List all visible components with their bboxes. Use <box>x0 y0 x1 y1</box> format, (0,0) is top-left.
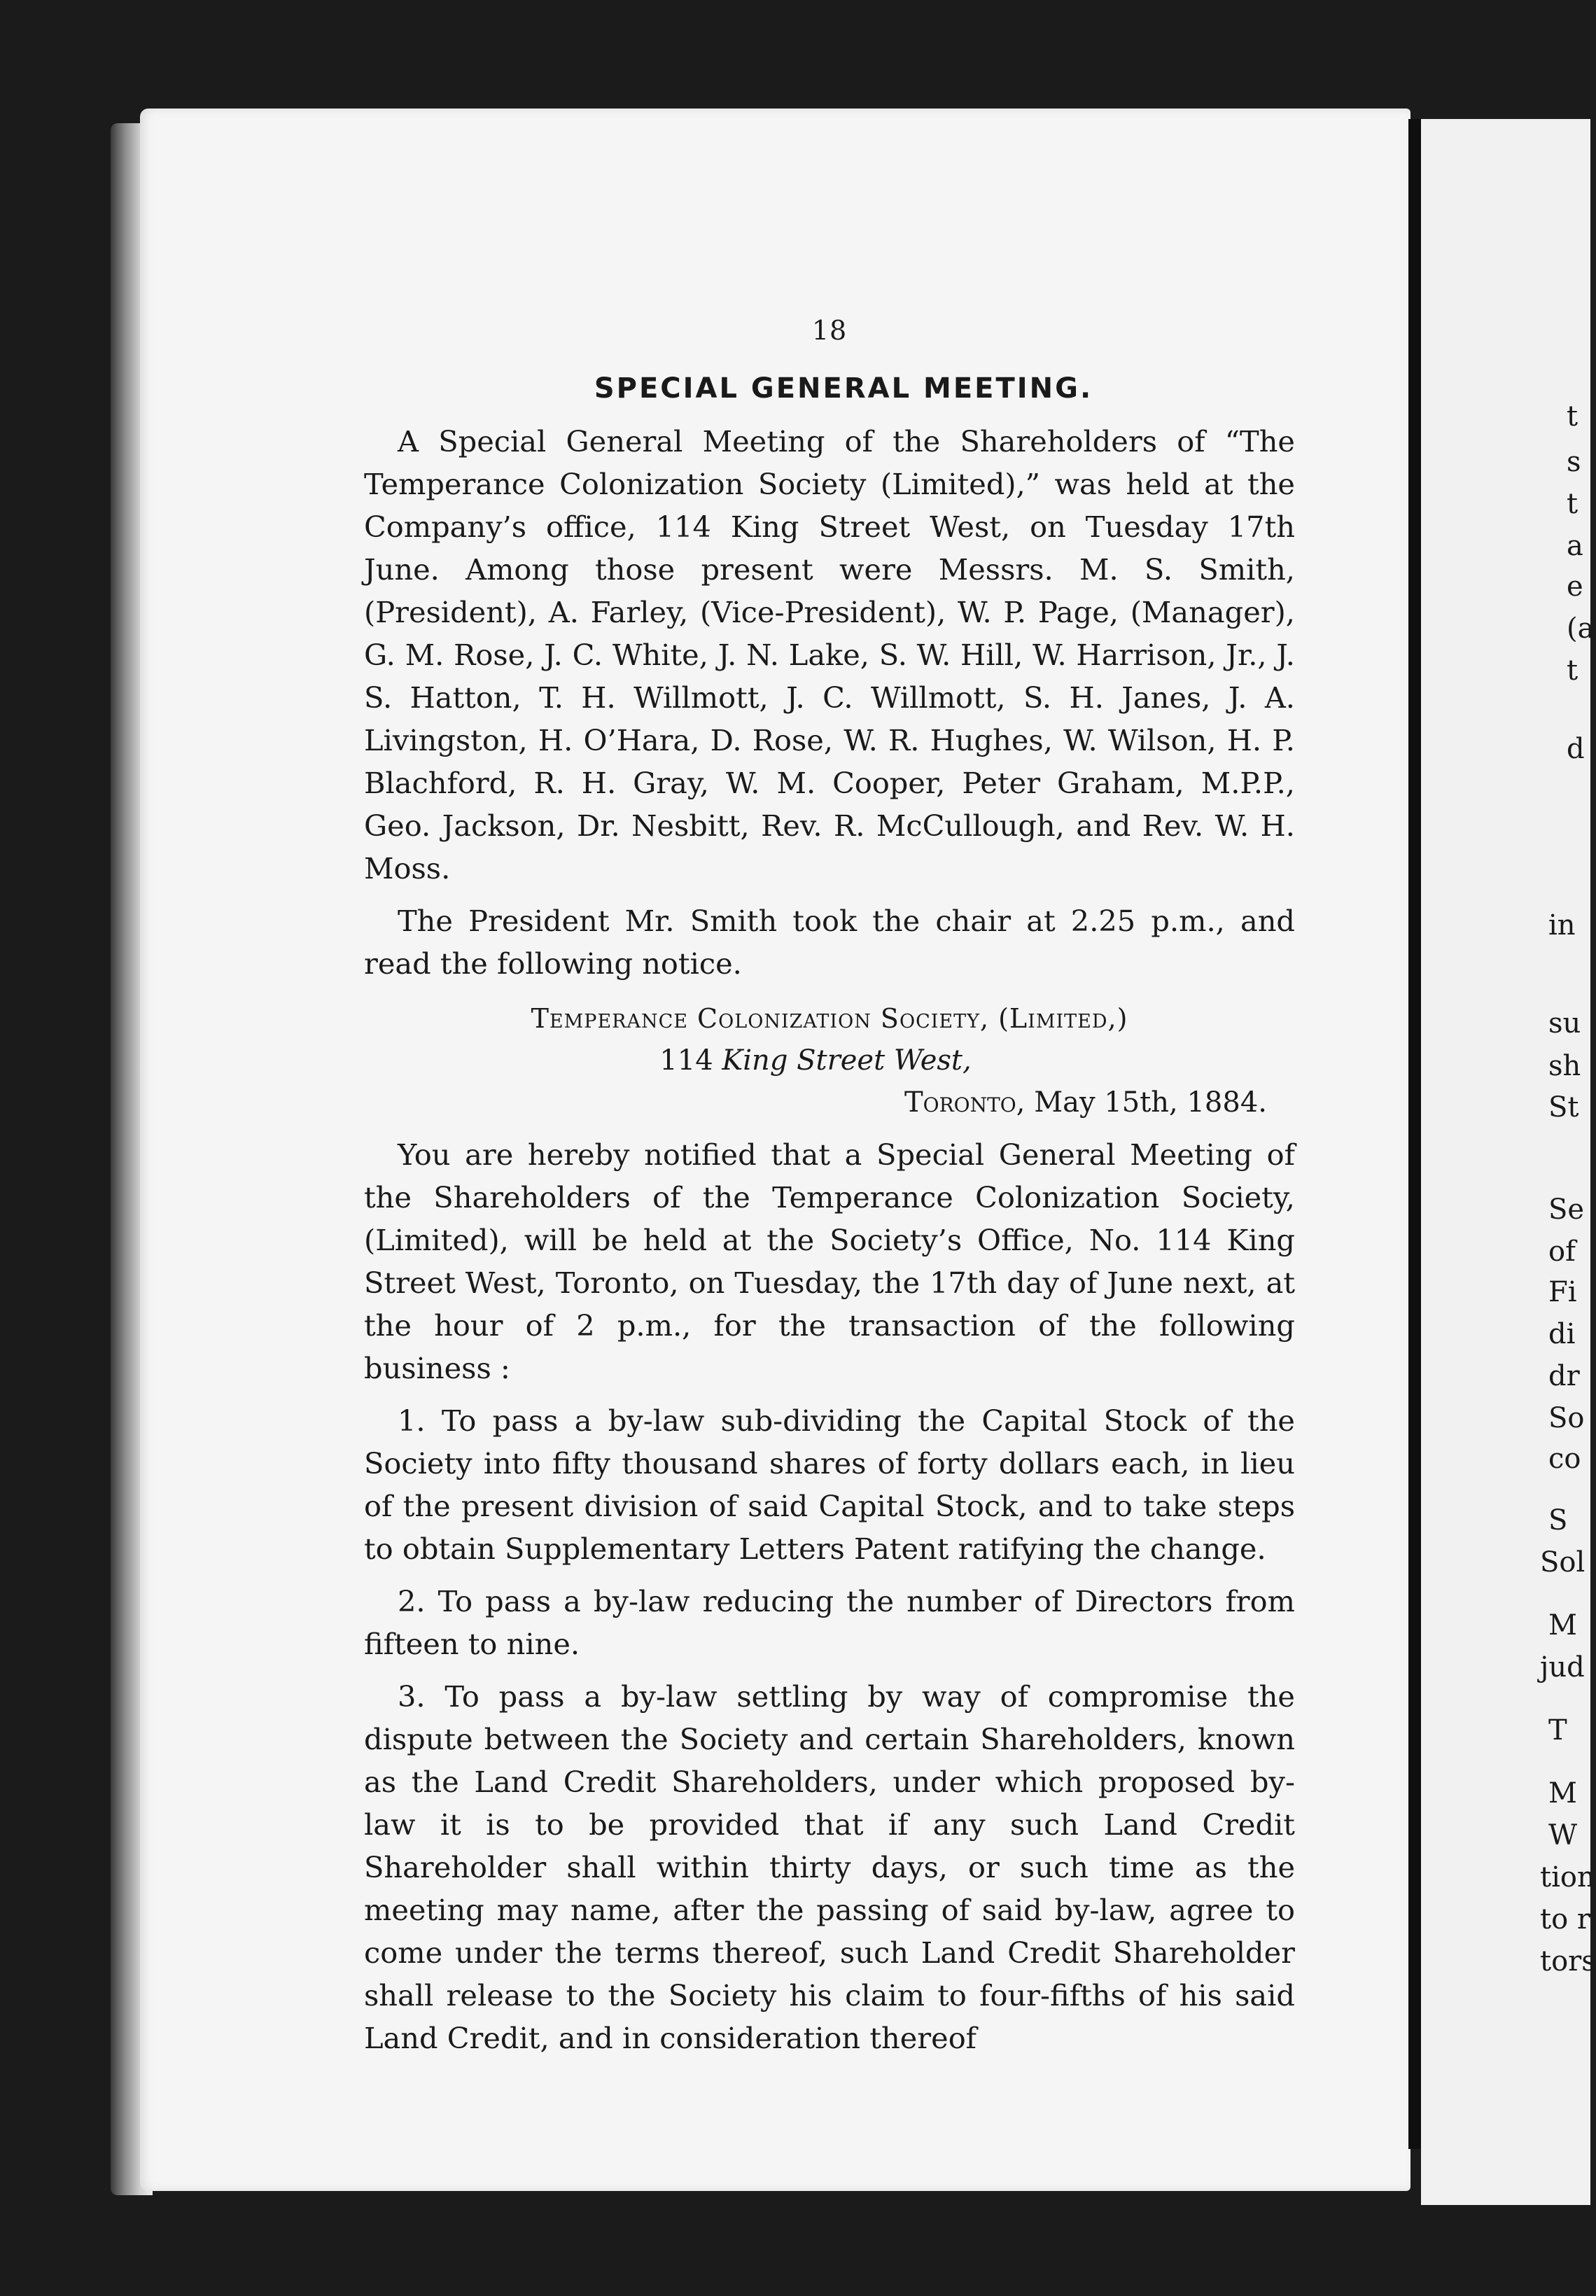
notice-dateline <box>364 1082 1295 1124</box>
notice-address-number: 114 <box>659 1044 713 1077</box>
notice-heading: Temperance Colonization Society, (Limited,) <box>531 1003 1128 1034</box>
facing-fragment: S <box>1548 1504 1568 1536</box>
facing-fragment: sh <box>1548 1050 1581 1082</box>
facing-fragment: di <box>1548 1318 1576 1350</box>
facing-fragment: Se <box>1548 1194 1585 1226</box>
facing-fragment: t <box>1567 654 1578 687</box>
facing-fragment: T <box>1548 1714 1567 1746</box>
facing-fragment: So <box>1548 1402 1585 1434</box>
facing-fragment: W <box>1548 1819 1578 1851</box>
facing-fragment: M <box>1548 1609 1577 1642</box>
page-content <box>364 315 1295 2069</box>
facing-fragment: M <box>1548 1777 1577 1809</box>
chair-paragraph: The President Mr. Smith took the chair at 2.25 p.m., and read the following notice. <box>364 904 1295 981</box>
facing-fragment: e <box>1567 570 1583 603</box>
facing-fragment: d <box>1567 733 1585 765</box>
facing-fragment: t <box>1567 400 1578 433</box>
notice-address-street: King Street West, <box>722 1044 972 1077</box>
page-title: SPECIAL GENERAL MEETING. <box>594 372 1093 405</box>
facing-fragment: St <box>1548 1091 1579 1124</box>
facing-fragment: tion <box>1540 1861 1595 1893</box>
facing-fragment: s <box>1567 446 1581 478</box>
facing-fragment: to r <box>1540 1903 1590 1935</box>
facing-fragment: tors <box>1540 1945 1596 1977</box>
facing-fragment: a <box>1567 530 1583 562</box>
facing-fragment: (a <box>1567 612 1595 645</box>
notice-body: You are hereby notified that a Special General Meeting of the Shareholders of the Temperance Colonization Society, (Limited), will be held at the Society’s Office, No. 114 King Street West, Toronto, on Tuesday, the 17th day of June next, at the hour of 2 p.m., for the transaction of the following business : <box>364 1138 1295 1385</box>
facing-fragment: Sol <box>1540 1546 1586 1578</box>
page-number: 18 <box>811 315 848 346</box>
facing-fragment: Fi <box>1548 1276 1577 1308</box>
notice-item-2: 2. To pass a by-law reducing the number of Directors from fifteen to nine. <box>364 1584 1295 1661</box>
notice-address <box>364 1040 1295 1082</box>
facing-fragment: dr <box>1548 1360 1580 1392</box>
facing-fragment: t <box>1567 488 1578 520</box>
notice-item-1: 1. To pass a by-law sub-dividing the Capital Stock of the Society into fifty thousand shares of forty dollars each, in lieu of the present division of said Capital Stock, and to take steps to obtain Supplementary Letters Patent ratifying the change. <box>364 1404 1295 1566</box>
meeting-paragraph: A Special General Meeting of the Shareholders of “The Temperance Colonization Society (Limited),” was held at the Company’s office, 114 King Street West, on Tuesday 17th June. Among those present were Messrs. M. S. Smith, (President), A. Farley, (Vice-President), W. P. Page, (Manager), G. M. Rose, J. C. White, J. N. Lake, S. W. Hill, W. Harrison, Jr., J. S. Hatton, T. H. Willmott, J. C. Willmott, S. H. Janes, J. A. Livingston, H. O’Hara, D. Rose, W. R. Hughes, W. Wilson, H. P. Blachford, R. H. Gray, W. M. Cooper, Peter Graham, M.P.P., Geo. Jackson, Dr. Nesbitt, Rev. R. McCullough, and Rev. W. H. Moss. <box>364 424 1295 886</box>
facing-fragment: of <box>1548 1236 1576 1268</box>
book-gutter <box>1408 119 1421 2149</box>
notice-date: May 15th, 1884. <box>1034 1086 1267 1119</box>
facing-fragment: in <box>1548 909 1576 941</box>
facing-fragment: su <box>1548 1007 1581 1040</box>
facing-fragment: co <box>1548 1443 1581 1475</box>
facing-fragment: jud <box>1540 1651 1585 1684</box>
notice-city: Toronto, <box>904 1086 1026 1119</box>
notice-item-3: 3. To pass a by-law settling by way of compromise the dispute between the Society and certain Shareholders, known as the Land Credit Shareholders, under which proposed by-law it is to be provided that if any such Land Credit Shareholder shall within thirty days, or such time as the meeting may name, after the passing of said by-law, agree to come under the terms thereof, such Land Credit Shareholder shall release to the Society his claim to four-fifths of his said Land Credit, and in consideration thereof <box>364 1679 1295 2055</box>
